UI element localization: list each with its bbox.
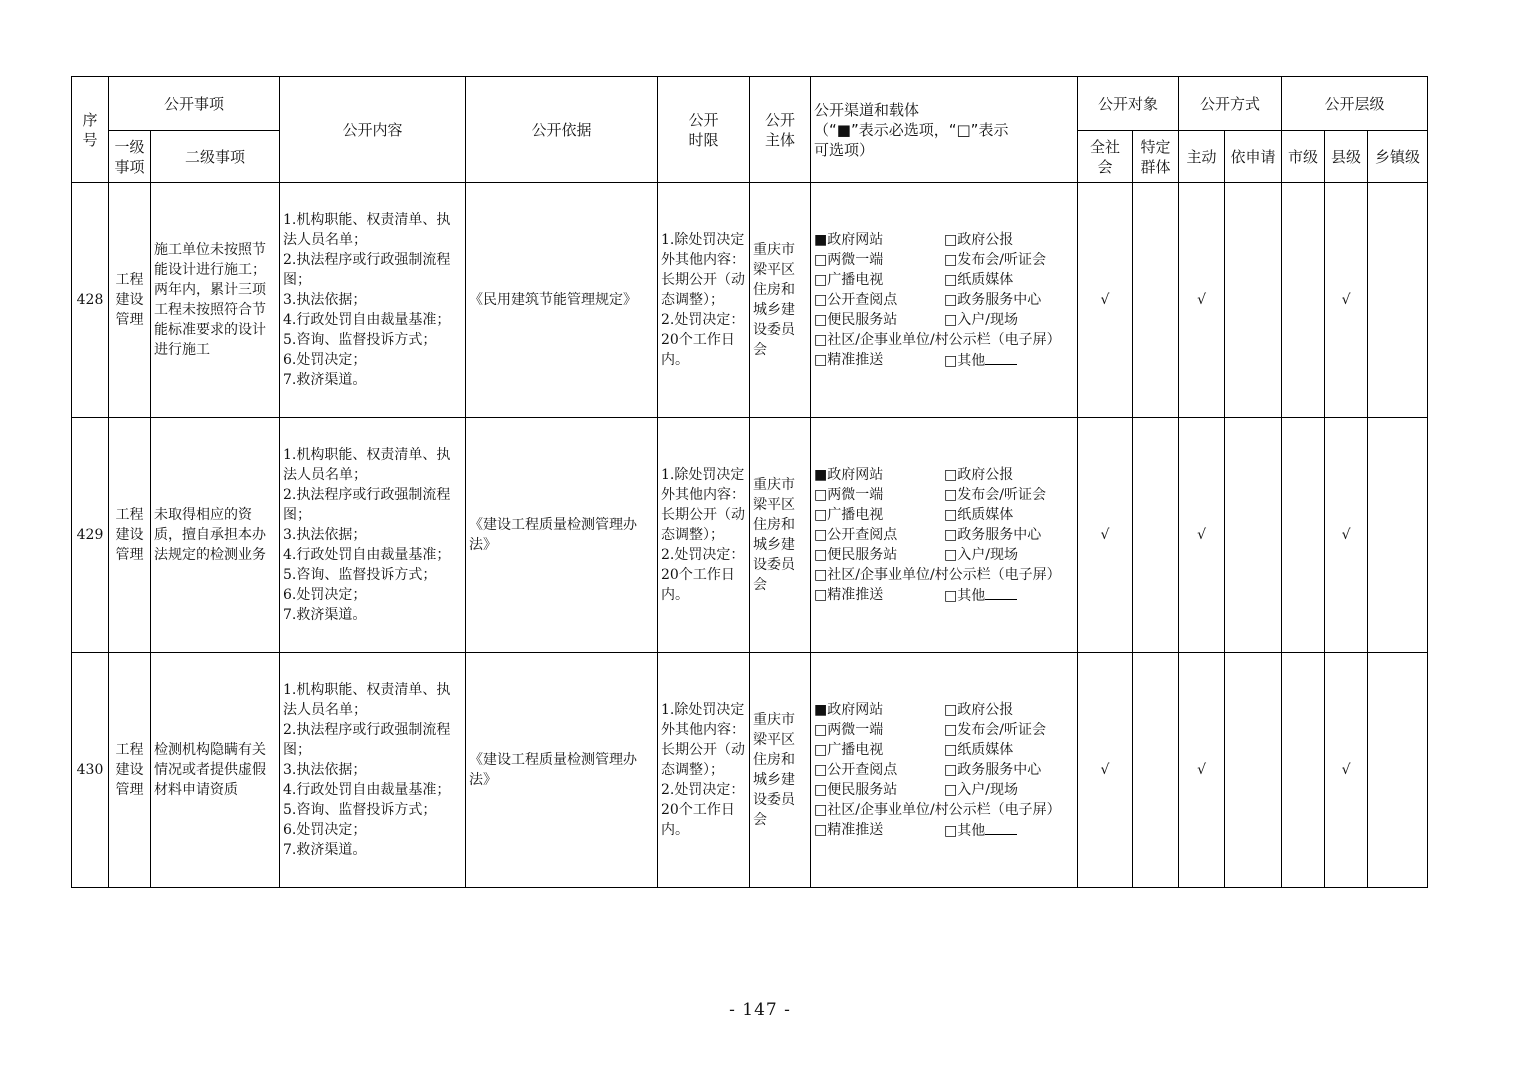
- header-audience-specific: 特定 群体: [1133, 131, 1179, 183]
- header-level-city: 市级: [1282, 131, 1325, 183]
- channel-option: □两微一端: [814, 486, 884, 503]
- blank-line: [985, 350, 1017, 365]
- row-subject: 重庆市梁平区住房和城乡建设委员会: [750, 183, 811, 418]
- channel-option: ■政府网站: [814, 466, 884, 483]
- channel-option: □政务服务中心: [944, 761, 1042, 778]
- channel-option: □纸质媒体: [944, 741, 1014, 758]
- row-audience-specific: [1133, 183, 1179, 418]
- row-audience-all: √: [1078, 653, 1133, 888]
- channel-option: □广播电视: [814, 741, 884, 758]
- channel-option: □便民服务站: [814, 311, 898, 328]
- header-level2: 二级事项: [151, 131, 280, 183]
- blank-line: [985, 585, 1017, 600]
- page-number: - 147 -: [729, 1000, 791, 1020]
- header-channels: 公开渠道和载体 （“■”表示必选项，“□”表示 可选项）: [811, 77, 1078, 183]
- row-level2: 检测机构隐瞒有关情况或者提供虚假材料申请资质: [151, 653, 280, 888]
- header-level-county: 县级: [1325, 131, 1368, 183]
- row-channels: [811, 418, 1078, 653]
- header-time-limit: 公开 时限: [658, 77, 750, 183]
- header-matters: 公开事项: [109, 77, 280, 131]
- row-level2: 施工单位未按照节能设计进行施工；两年内，累计三项工程未按照符合节能标准要求的设计进行施工: [151, 183, 280, 418]
- row-channels: [811, 653, 1078, 888]
- channel-option: ■政府网站: [814, 231, 884, 248]
- channel-option: □广播电视: [814, 271, 884, 288]
- row-audience-all: √: [1078, 418, 1133, 653]
- channel-option: □社区/企事业单位/村公示栏（电子屏）: [814, 331, 1061, 348]
- row-level-city: [1282, 418, 1325, 653]
- header-method-active: 主动: [1179, 131, 1225, 183]
- table-row: [72, 418, 1428, 653]
- header-level: 公开层级: [1282, 77, 1428, 131]
- channel-option: □公开查阅点: [814, 291, 898, 308]
- header-level1: 一级 事项: [109, 131, 151, 183]
- channel-option: □政府公报: [944, 231, 1014, 248]
- channel-option-other: [944, 820, 1074, 841]
- row-level-town: [1368, 653, 1428, 888]
- row-level-town: [1368, 418, 1428, 653]
- channel-option: □社区/企事业单位/村公示栏（电子屏）: [814, 566, 1061, 583]
- row-audience-specific: [1133, 418, 1179, 653]
- channel-option: □便民服务站: [814, 546, 898, 563]
- channel-list: [814, 465, 1074, 606]
- channel-option: □社区/企事业单位/村公示栏（电子屏）: [814, 801, 1061, 818]
- row-level-city: [1282, 183, 1325, 418]
- header-method: 公开方式: [1179, 77, 1282, 131]
- channel-option: □两微一端: [814, 251, 884, 268]
- row-method-request: [1225, 418, 1282, 653]
- row-level1: 工程 建设 管理: [109, 183, 151, 418]
- channel-option-other: [944, 585, 1074, 606]
- row-subject: 重庆市梁平区住房和城乡建设委员会: [750, 418, 811, 653]
- channel-option: □入户/现场: [944, 311, 1018, 328]
- channel-option: □入户/现场: [944, 546, 1018, 563]
- channel-option: □政务服务中心: [944, 526, 1042, 543]
- row-content: 1.机构职能、权责清单、执法人员名单； 2.执法程序或行政强制流程图； 3.执法依据； 4.行政处罚自由裁量基准； 5.咨询、监督投诉方式； 6.处罚决定； 7.救济渠道。: [280, 653, 466, 888]
- row-level2: 未取得相应的资质，擅自承担本办法规定的检测业务: [151, 418, 280, 653]
- row-method-active: √: [1179, 653, 1225, 888]
- row-method-request: [1225, 183, 1282, 418]
- row-level-town: [1368, 183, 1428, 418]
- header-subject: 公开 主体: [750, 77, 811, 183]
- header-audience: 公开对象: [1078, 77, 1179, 131]
- channel-list: [814, 230, 1074, 371]
- row-level-county: √: [1325, 653, 1368, 888]
- table-row: [72, 183, 1428, 418]
- row-level1: 工程 建设 管理: [109, 653, 151, 888]
- channel-other-label: □其他: [944, 822, 986, 839]
- row-basis: 《建设工程质量检测管理办法》: [466, 418, 658, 653]
- row-method-request: [1225, 653, 1282, 888]
- channel-option: □公开查阅点: [814, 526, 898, 543]
- row-method-active: √: [1179, 183, 1225, 418]
- row-seq: 429: [72, 418, 109, 653]
- channel-option: □政府公报: [944, 466, 1014, 483]
- channel-option-other: [944, 350, 1074, 371]
- channel-option: □便民服务站: [814, 781, 898, 798]
- header-seq: 序 号: [72, 77, 109, 183]
- header-level-town: 乡镇级: [1368, 131, 1428, 183]
- row-audience-all: √: [1078, 183, 1133, 418]
- row-level-city: [1282, 653, 1325, 888]
- row-seq: 430: [72, 653, 109, 888]
- row-subject: 重庆市梁平区住房和城乡建设委员会: [750, 653, 811, 888]
- channel-option: □发布会/听证会: [944, 721, 1046, 738]
- row-seq: 428: [72, 183, 109, 418]
- channel-list: [814, 700, 1074, 841]
- row-content: 1.机构职能、权责清单、执法人员名单； 2.执法程序或行政强制流程图； 3.执法依据； 4.行政处罚自由裁量基准； 5.咨询、监督投诉方式； 6.处罚决定； 7.救济渠道。: [280, 183, 466, 418]
- row-audience-specific: [1133, 653, 1179, 888]
- row-level-county: √: [1325, 183, 1368, 418]
- table-row: [72, 653, 1428, 888]
- channel-option: □广播电视: [814, 506, 884, 523]
- row-basis: 《建设工程质量检测管理办法》: [466, 653, 658, 888]
- header-basis: 公开依据: [466, 77, 658, 183]
- header-row-1: [72, 77, 1428, 131]
- header-content: 公开内容: [280, 77, 466, 183]
- row-time-limit: 1.除处罚决定外其他内容：长期公开（动态调整）； 2.处罚决定：20个工作日内。: [658, 183, 750, 418]
- channel-option: □精准推送: [814, 351, 884, 368]
- row-content: 1.机构职能、权责清单、执法人员名单； 2.执法程序或行政强制流程图； 3.执法依据； 4.行政处罚自由裁量基准； 5.咨询、监督投诉方式； 6.处罚决定； 7.救济渠道。: [280, 418, 466, 653]
- channel-option: □两微一端: [814, 721, 884, 738]
- channel-option: □发布会/听证会: [944, 251, 1046, 268]
- channel-option: □纸质媒体: [944, 271, 1014, 288]
- row-channels: [811, 183, 1078, 418]
- channel-option: □纸质媒体: [944, 506, 1014, 523]
- header-audience-all: 全社 会: [1078, 131, 1133, 183]
- channel-option: □政府公报: [944, 701, 1014, 718]
- channel-other-label: □其他: [944, 587, 986, 604]
- row-level1: 工程 建设 管理: [109, 418, 151, 653]
- channel-option: □公开查阅点: [814, 761, 898, 778]
- row-time-limit: 1.除处罚决定外其他内容：长期公开（动态调整）； 2.处罚决定：20个工作日内。: [658, 418, 750, 653]
- channel-option: □政务服务中心: [944, 291, 1042, 308]
- row-basis: 《民用建筑节能管理规定》: [466, 183, 658, 418]
- row-time-limit: 1.除处罚决定外其他内容：长期公开（动态调整）； 2.处罚决定：20个工作日内。: [658, 653, 750, 888]
- channel-option: ■政府网站: [814, 701, 884, 718]
- channel-option: □发布会/听证会: [944, 486, 1046, 503]
- channel-option: □精准推送: [814, 586, 884, 603]
- channel-option: □入户/现场: [944, 781, 1018, 798]
- row-level-county: √: [1325, 418, 1368, 653]
- header-method-request: 依申请: [1225, 131, 1282, 183]
- row-method-active: √: [1179, 418, 1225, 653]
- disclosure-table: [71, 76, 1428, 888]
- blank-line: [985, 820, 1017, 835]
- channel-other-label: □其他: [944, 352, 986, 369]
- channel-option: □精准推送: [814, 821, 884, 838]
